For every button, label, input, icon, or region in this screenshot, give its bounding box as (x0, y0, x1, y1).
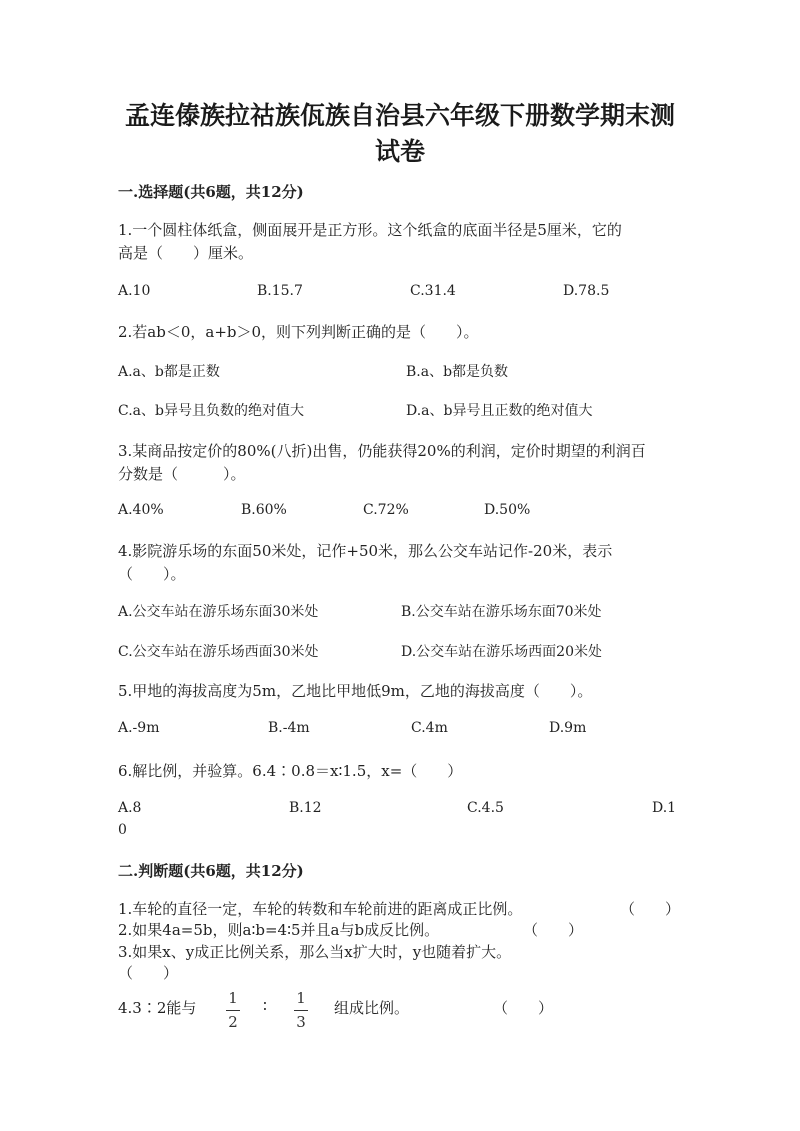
q6-option-b[interactable]: B.12 (289, 800, 322, 816)
q6-option-c[interactable]: C.4.5 (467, 800, 504, 816)
q1-option-b[interactable]: B.15.7 (257, 283, 303, 299)
section2-heading: 二.判断题(共6题，共12分) (118, 862, 304, 880)
fraction-bar (226, 1010, 240, 1011)
q2-option-c[interactable]: C.a、b异号且负数的绝对值大 (118, 403, 304, 419)
q3-option-a[interactable]: A.40% (118, 502, 164, 518)
fraction-denominator: 3 (296, 1013, 306, 1031)
tf3-text: 3.如果x、y成正比例关系，那么当x扩大时，y也随着扩大。 (118, 943, 512, 961)
q5-option-c[interactable]: C.4m (411, 720, 448, 736)
tf4-answer-blank[interactable]: （ ） (493, 999, 554, 1017)
q5-option-d[interactable]: D.9m (549, 720, 587, 736)
q6-option-a[interactable]: A.8 (118, 800, 142, 816)
q4-option-a[interactable]: A.公交车站在游乐场东面30米处 (118, 604, 319, 620)
q5-text: 5.甲地的海拔高度为5m，乙地比甲地低9m，乙地的海拔高度（ ）。 (118, 682, 593, 700)
q1-option-d[interactable]: D.78.5 (563, 283, 610, 299)
section1-heading: 一.选择题(共6题，共12分) (118, 183, 304, 201)
q4-option-b[interactable]: B.公交车站在游乐场东面70米处 (401, 604, 602, 620)
fraction-bar (294, 1010, 308, 1011)
page-title-line1: 孟连傣族拉祜族佤族自治县六年级下册数学期末测 (124, 101, 675, 130)
page-title-line2: 试卷 (374, 137, 425, 166)
fraction-denominator: 2 (228, 1013, 238, 1031)
tf4-colon: ∶ (263, 997, 267, 1015)
q6-option-d[interactable]: D.1 (652, 800, 677, 816)
q2-text: 2.若ab＜0，a+b＞0，则下列判断正确的是（ ）。 (118, 323, 479, 341)
q4-text-line2: （ ）。 (118, 565, 186, 583)
tf1-answer-blank[interactable]: （ ） (620, 900, 681, 918)
q4-option-c[interactable]: C.公交车站在游乐场西面30米处 (118, 644, 319, 660)
tf3-answer-blank[interactable]: （ ） (118, 964, 179, 982)
q2-option-b[interactable]: B.a、b都是负数 (406, 364, 509, 380)
q2-option-a[interactable]: A.a、b都是正数 (118, 364, 220, 380)
q5-option-a[interactable]: A.-9m (118, 720, 160, 736)
q3-option-d[interactable]: D.50% (484, 502, 531, 518)
tf4-text-after: 组成比例。 (334, 999, 410, 1017)
q4-text-line1: 4.影院游乐场的东面50米处，记作+50米，那么公交车站记作-20米，表示 (118, 542, 613, 560)
q1-text-line2: 高是（ ）厘米。 (118, 244, 254, 262)
q1-option-c[interactable]: C.31.4 (410, 283, 456, 299)
q4-option-d[interactable]: D.公交车站在游乐场西面20米处 (401, 644, 602, 660)
tf4-fraction-third (294, 989, 308, 1031)
q6-text: 6.解比例，并验算。6.4∶0.8＝x∶1.5，x=（ ） (118, 762, 463, 780)
q3-option-b[interactable]: B.60% (241, 502, 287, 518)
q2-option-d[interactable]: D.a、b异号且正数的绝对值大 (406, 403, 593, 419)
q3-text-line1: 3.某商品按定价的80%(八折)出售，仍能获得20%的利润，定价时期望的利润百 (118, 442, 646, 460)
q3-option-c[interactable]: C.72% (363, 502, 409, 518)
tf1-text: 1.车轮的直径一定，车轮的转数和车轮前进的距离成正比例。 (118, 900, 523, 918)
tf4-text-before: 4.3∶2能与 (118, 999, 197, 1017)
q1-option-a[interactable]: A.10 (118, 283, 151, 299)
q6-option-d-wrap: 0 (118, 822, 127, 838)
tf2-answer-blank[interactable]: （ ） (523, 921, 584, 939)
tf2-text: 2.如果4a=5b，则a∶b=4∶5并且a与b成反比例。 (118, 921, 440, 939)
tf4-fraction-half (226, 989, 240, 1031)
fraction-numerator: 1 (296, 989, 306, 1007)
fraction-numerator: 1 (228, 989, 238, 1007)
q1-text-line1: 1.一个圆柱体纸盒，侧面展开是正方形。这个纸盒的底面半径是5厘米，它的 (118, 221, 622, 239)
q3-text-line2: 分数是（ ）。 (118, 465, 246, 483)
q5-option-b[interactable]: B.-4m (268, 720, 310, 736)
